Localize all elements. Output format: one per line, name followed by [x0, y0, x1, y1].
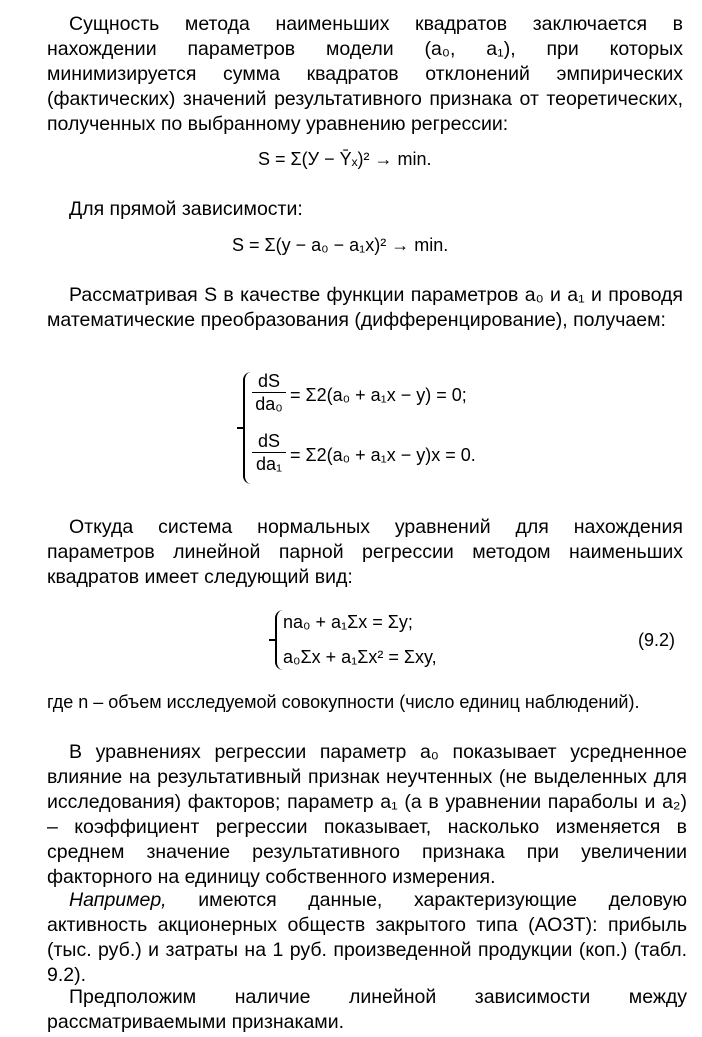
fraction-ds-da0	[252, 370, 286, 415]
equation-derivative-a0: = Σ2(a₀ + a₁x − y) = 0;	[290, 385, 467, 405]
normal-equation-2: a₀Σx + a₁Σx² = Σxy,	[283, 647, 437, 667]
paragraph-text: имеются данные, характеризующие деловую активность акционерных обществ закрытого типа (АОЗТ): прибыль (тыс. руб.) и затраты на 1 руб. произведенной продукции (коп.) (табл. 9.2).	[47, 889, 687, 986]
paragraph-where-n	[47, 690, 687, 715]
formula-s-min-linear: S = Σ(y − a₀ − a₁x)² → min.	[232, 235, 449, 255]
equation-derivative-a1: = Σ2(a₀ + a₁x − y)x = 0.	[290, 445, 476, 465]
fraction-numerator: dS	[257, 431, 281, 451]
paragraph-linear-dependency	[47, 197, 683, 222]
fraction-denominator: da₀	[252, 392, 286, 415]
paragraph-example	[47, 888, 687, 988]
paragraph-lsm-essence	[47, 12, 683, 137]
paragraph-text: Предположим наличие линейной зависимости между рассматриваемыми признаками.	[47, 986, 687, 1033]
formula-s-min-general: S = Σ(У − Ȳₓ)² → min.	[258, 149, 432, 169]
paragraph-differentiation	[47, 283, 683, 333]
paragraph-text: где n – объем исследуемой совокупности (число единиц наблюдений).	[47, 692, 640, 712]
paragraph-assumption	[47, 985, 687, 1035]
paragraph-text: Сущность метода наименьших квадратов заключается в нахождении параметров модели (a₀, a₁), при которых минимизируется сумма квадратов отклонений эмпирических (фактических) значений результативного признака от теоретических, полученных по выбранному уравнению регрессии:	[47, 13, 683, 135]
fraction-numerator: dS	[257, 371, 281, 391]
paragraph-text: В уравнениях регрессии параметр a₀ показывает усредненное влияние на результативный признак неучтенных (не выделенных для исследования) факторов; параметр a₁ (а в уравнении параболы и a₂) – коэффициент регрессии показывает, насколько изменяется в среднем значение результативного признака при увеличении факторного на единицу собственного измерения.	[47, 741, 687, 888]
system-brace	[275, 610, 283, 670]
paragraph-text: Для прямой зависимости:	[69, 198, 303, 220]
example-italic-lead: Например,	[69, 889, 167, 911]
paragraph-normal-equations	[47, 515, 683, 590]
paragraph-text: Рассматривая S в качестве функции параметров a₀ и a₁ и проводя математические преобразования (дифференцирование), получаем:	[47, 284, 683, 331]
fraction-denominator: da₁	[252, 452, 286, 475]
fraction-ds-da1	[252, 430, 286, 475]
system-brace	[243, 372, 251, 484]
equation-number: (9.2)	[638, 630, 676, 650]
paragraph-text: Откуда система нормальных уравнений для нахождения параметров линейной парной регрессии методом наименьших квадратов имеет следующий вид:	[47, 516, 683, 588]
paragraph-parameter-meaning	[47, 740, 687, 890]
normal-equation-1: na₀ + a₁Σx = Σy;	[283, 612, 413, 632]
